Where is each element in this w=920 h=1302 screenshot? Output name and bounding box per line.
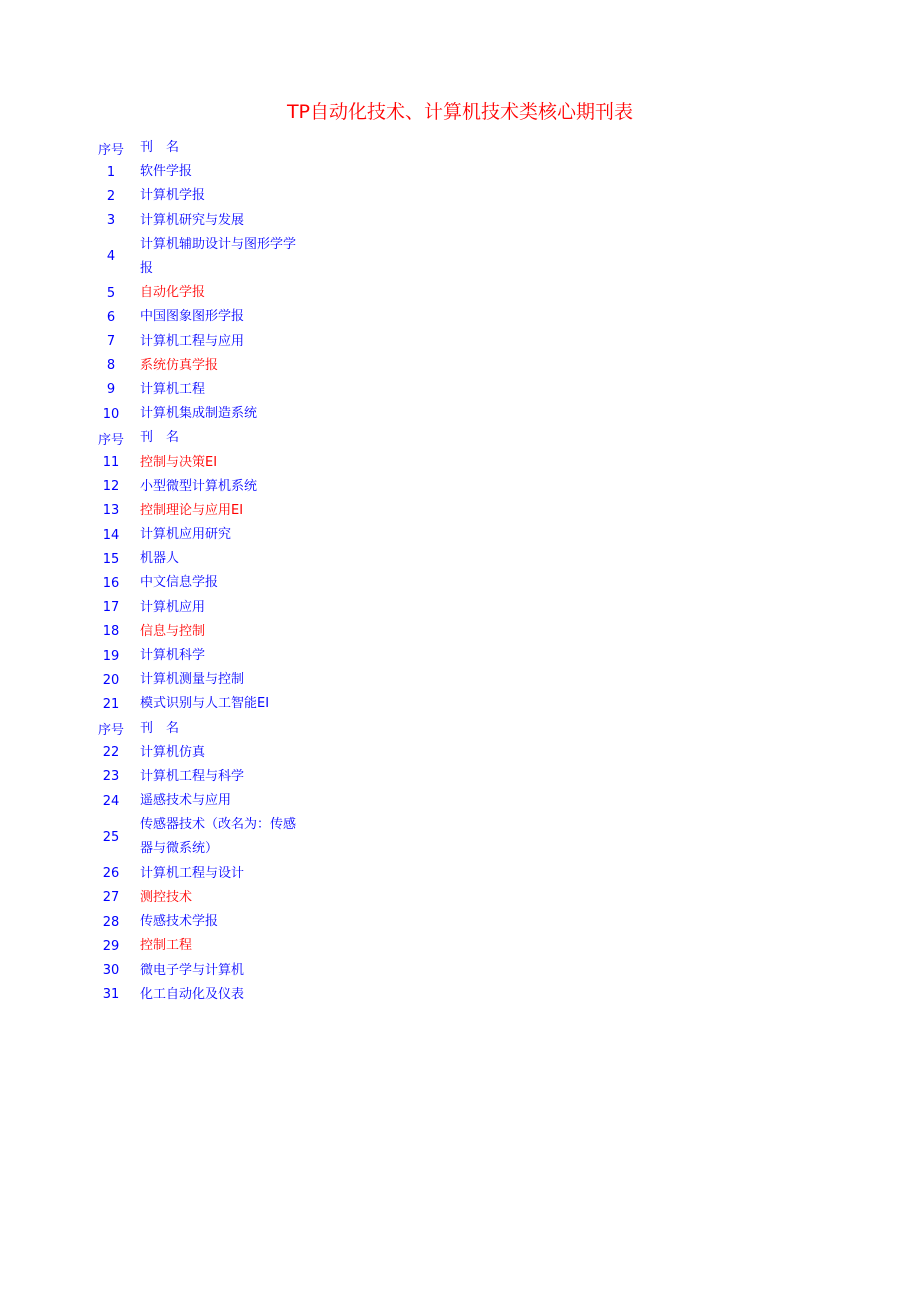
row-number: 15 — [102, 551, 120, 567]
header-num-label: 序号 — [97, 142, 124, 158]
table-row — [82, 596, 382, 620]
row-number: 5 — [106, 285, 116, 301]
table-row — [82, 354, 382, 378]
row-number: 28 — [102, 914, 120, 930]
table-row — [82, 886, 382, 910]
table-row — [82, 862, 382, 886]
table-row — [82, 547, 382, 571]
journal-name: 计算机应用研究 — [140, 527, 232, 543]
header-name-label: 刊 名 — [140, 140, 180, 156]
journal-name: 计算机仿真 — [140, 744, 206, 760]
table-row — [82, 450, 382, 474]
header-num-label: 序号 — [97, 723, 124, 739]
table-row — [82, 209, 382, 233]
table-row — [82, 813, 382, 861]
journal-name: 传感技术学报 — [140, 914, 219, 930]
table-row — [82, 644, 382, 668]
row-number: 23 — [102, 769, 120, 785]
row-number: 4 — [106, 249, 116, 265]
journal-name: 计算机应用 — [140, 599, 206, 615]
row-number: 3 — [106, 213, 116, 229]
journal-name: 传感器技术（改名为：传感器与微系统） — [140, 817, 297, 857]
table-row — [82, 305, 382, 329]
journal-name: 控制理论与应用EI — [140, 502, 244, 518]
table-row — [82, 402, 382, 426]
row-number: 29 — [102, 938, 120, 954]
table-row — [82, 499, 382, 523]
row-number: 11 — [102, 455, 120, 471]
row-number: 2 — [106, 188, 116, 204]
journal-name: 测控技术 — [140, 889, 193, 905]
row-number: 18 — [102, 624, 120, 640]
row-number: 10 — [102, 406, 120, 422]
row-number: 12 — [102, 479, 120, 495]
row-number: 17 — [102, 600, 120, 616]
row-number: 6 — [106, 309, 116, 325]
journal-name: 模式识别与人工智能EI — [140, 696, 270, 712]
table-row — [82, 160, 382, 184]
journal-name: 微电子学与计算机 — [140, 962, 245, 978]
row-number: 20 — [102, 672, 120, 688]
table-row — [82, 523, 382, 547]
journal-name: 自动化学报 — [140, 285, 206, 301]
header-num-label: 序号 — [97, 432, 124, 448]
row-number: 7 — [106, 334, 116, 350]
table-row — [82, 692, 382, 716]
row-number: 9 — [106, 382, 116, 398]
journal-name: 计算机辅助设计与图形学学报 — [140, 236, 297, 276]
journal-name: 系统仿真学报 — [140, 357, 219, 373]
table-row — [82, 330, 382, 354]
table-row — [82, 765, 382, 789]
row-number: 30 — [102, 963, 120, 978]
journal-name: 计算机工程 — [140, 381, 206, 397]
table-row — [82, 934, 382, 958]
row-number: 22 — [102, 745, 120, 761]
header-name-label: 刊 名 — [140, 430, 180, 446]
journal-name: 中国图象图形学报 — [140, 309, 245, 325]
journal-name: 控制与决策EI — [140, 454, 218, 470]
journal-name: 计算机工程与设计 — [140, 865, 245, 881]
journal-name: 遥感技术与应用 — [140, 793, 232, 809]
table-row — [82, 184, 382, 208]
header-row — [82, 136, 382, 160]
journal-name: 计算机测量与控制 — [140, 672, 245, 688]
row-number: 14 — [102, 527, 120, 543]
journal-name: 软件学报 — [140, 164, 193, 180]
table-row — [82, 668, 382, 692]
journal-name: 计算机集成制造系统 — [140, 406, 258, 422]
row-number: 19 — [102, 648, 120, 664]
journal-name: 化工自动化及仪表 — [140, 986, 245, 1002]
journal-name: 计算机工程与科学 — [140, 768, 245, 784]
header-row — [82, 717, 382, 741]
header-row — [82, 426, 382, 450]
table-row — [82, 789, 382, 813]
row-number: 1 — [106, 164, 116, 180]
table-row — [82, 741, 382, 765]
table-row — [82, 983, 382, 1007]
journal-name: 计算机科学 — [140, 648, 206, 664]
row-number: 27 — [102, 890, 120, 906]
header-name-label: 刊 名 — [140, 720, 180, 736]
row-number: 24 — [102, 793, 120, 809]
journal-table — [82, 136, 382, 1007]
row-number: 26 — [102, 866, 120, 882]
row-number: 31 — [102, 987, 120, 1003]
table-row — [82, 281, 382, 305]
row-number: 25 — [102, 829, 120, 845]
table-row — [82, 910, 382, 934]
table-row — [82, 958, 382, 982]
journal-name: 计算机学报 — [140, 188, 206, 204]
table-row — [82, 233, 382, 281]
journal-name: 计算机工程与应用 — [140, 333, 245, 349]
row-number: 13 — [102, 503, 120, 519]
table-row — [82, 620, 382, 644]
table-row — [82, 378, 382, 402]
row-number: 21 — [102, 696, 120, 712]
journal-name: 小型微型计算机系统 — [140, 478, 258, 494]
table-row — [82, 475, 382, 499]
journal-name: 计算机研究与发展 — [140, 212, 245, 228]
page-title: TP自动化技术、计算机技术类核心期刊表 — [286, 101, 634, 123]
table-row — [82, 571, 382, 595]
journal-name: 控制工程 — [140, 938, 193, 954]
row-number: 8 — [106, 358, 116, 374]
journal-name: 中文信息学报 — [140, 575, 219, 591]
journal-name: 信息与控制 — [140, 623, 206, 639]
journal-name: 机器人 — [140, 551, 180, 567]
row-number: 16 — [102, 575, 120, 591]
